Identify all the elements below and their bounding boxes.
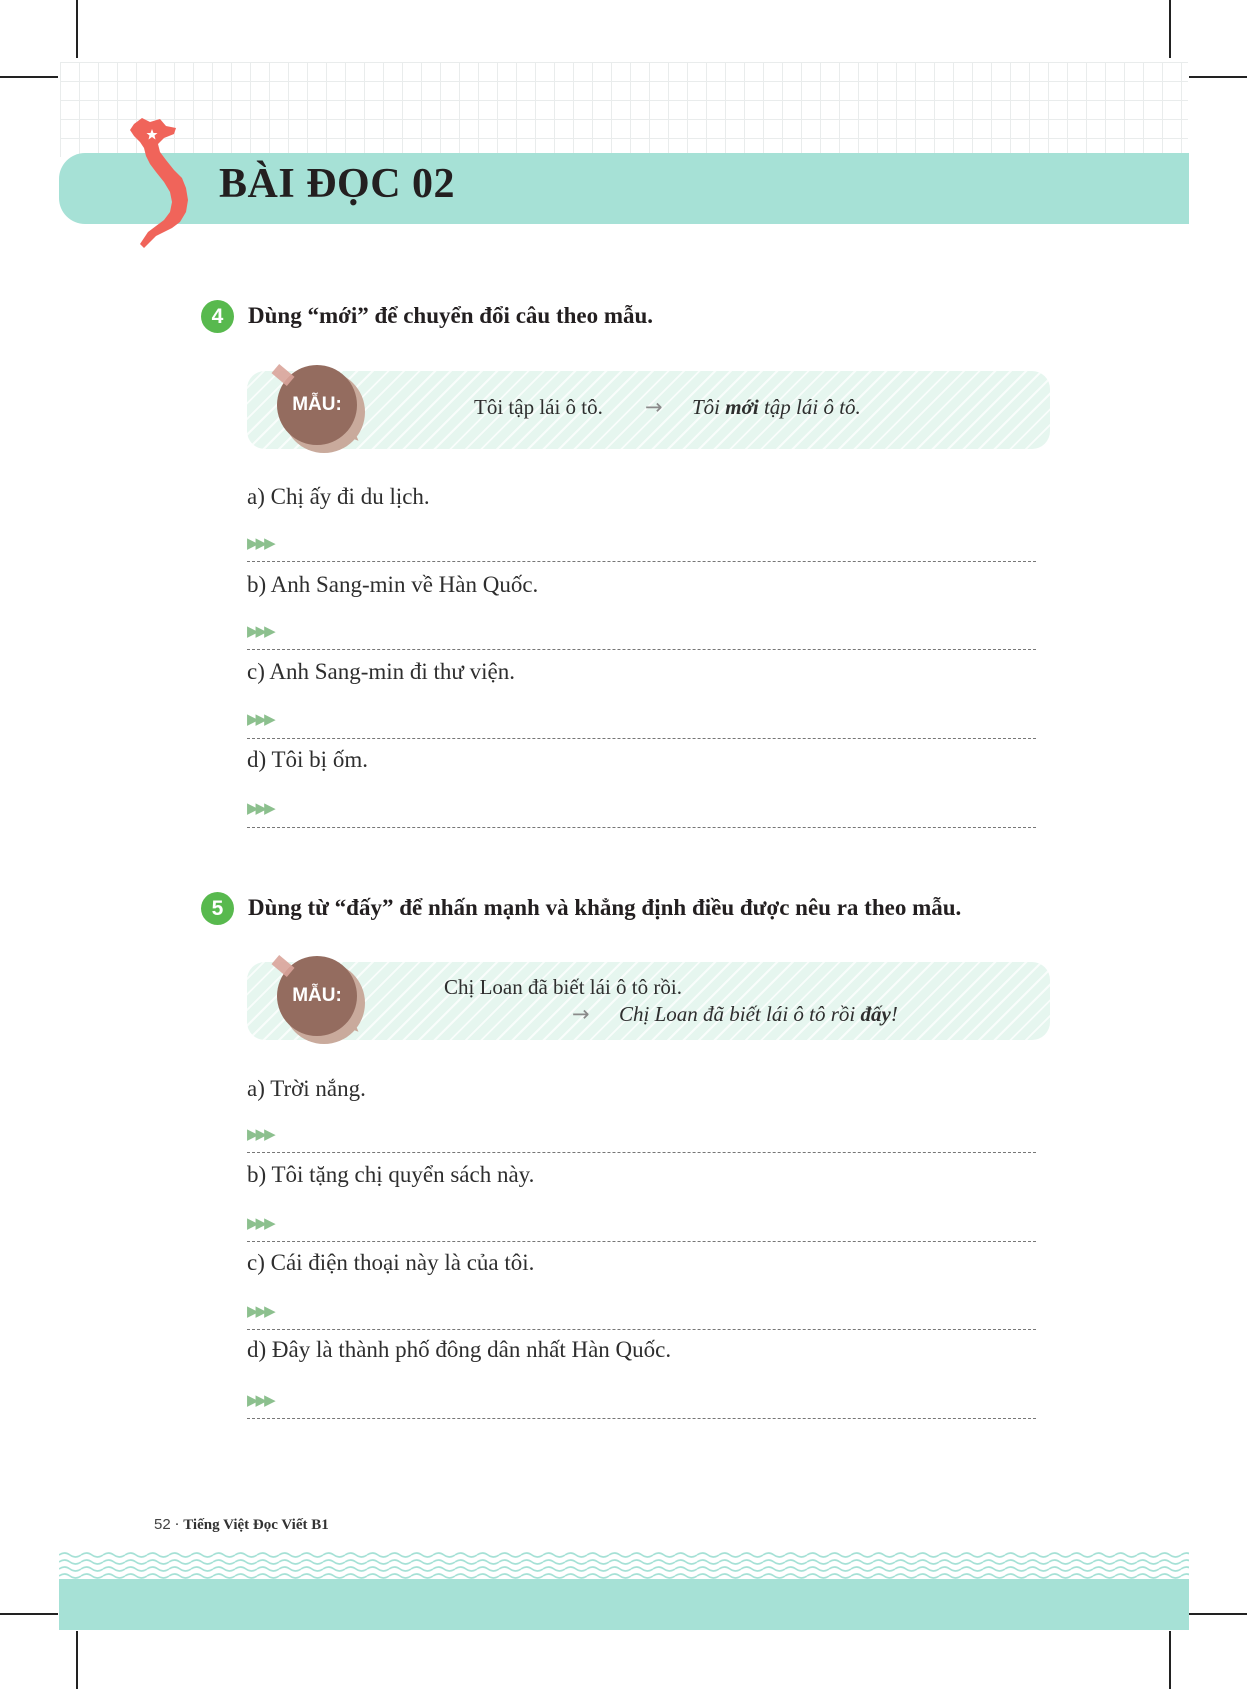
sample-source-sentence: Tôi tập lái ô tô. <box>474 395 603 419</box>
exercise-number-5: 5 <box>201 892 234 925</box>
header-grid-background <box>60 62 1188 157</box>
exercise-number-4: 4 <box>201 300 234 333</box>
answer-marker-icon: ▶▶▶ <box>247 1391 273 1409</box>
crop-mark <box>76 0 78 58</box>
exercise-5-instruction: Dùng từ “đấy” để nhấn mạnh và khẳng định điều được nêu ra theo mẫu. <box>248 895 962 920</box>
answer-line[interactable] <box>247 827 1036 828</box>
crop-mark <box>0 1613 58 1615</box>
arrow-icon: → <box>572 1002 590 1026</box>
exercise-4-item-b: b) Anh Sang-min về Hàn Quốc. <box>247 572 539 597</box>
answer-line[interactable] <box>247 1418 1036 1419</box>
exercise-5-item-d: d) Đây là thành phố đông dân nhất Hàn Quốc. <box>247 1337 672 1362</box>
crop-mark <box>0 76 58 78</box>
answer-line[interactable] <box>247 1152 1036 1153</box>
answer-marker-icon: ▶▶▶ <box>247 1302 273 1320</box>
answer-line[interactable] <box>247 1241 1036 1242</box>
answer-marker-icon: ▶▶▶ <box>247 710 273 728</box>
sample-label: MẪU: <box>277 956 357 1036</box>
sample-badge <box>275 365 371 461</box>
crop-mark <box>76 1631 78 1689</box>
answer-line[interactable] <box>247 649 1036 650</box>
vietnam-map-icon <box>128 116 208 266</box>
answer-line[interactable] <box>247 738 1036 739</box>
book-title: Tiếng Việt Đọc Viết B1 <box>183 1517 329 1533</box>
arrow-icon: → <box>645 395 663 419</box>
sample-label: MẪU: <box>277 365 357 445</box>
answer-line[interactable] <box>247 561 1036 562</box>
exercise-4-item-a: a) Chị ấy đi du lịch. <box>247 484 430 509</box>
crop-mark <box>1189 76 1247 78</box>
sample-source-sentence: Chị Loan đã biết lái ô tô rồi. <box>444 975 682 999</box>
exercise-4-instruction: Dùng “mới” để chuyển đổi câu theo mẫu. <box>248 303 654 328</box>
answer-marker-icon: ▶▶▶ <box>247 1214 273 1232</box>
page-footer: 52 · Tiếng Việt Đọc Viết B1 <box>154 1516 329 1533</box>
answer-line[interactable] <box>247 1329 1036 1330</box>
crop-mark <box>1169 0 1171 58</box>
exercise-4-item-d: d) Tôi bị ốm. <box>247 747 368 772</box>
page-number: 52 <box>154 1516 171 1533</box>
crop-mark <box>1169 1631 1171 1689</box>
sample-badge <box>275 956 371 1052</box>
exercise-5-item-b: b) Tôi tặng chị quyển sách này. <box>247 1162 535 1187</box>
footer-wave-band <box>59 1551 1189 1630</box>
answer-marker-icon: ▶▶▶ <box>247 799 273 817</box>
sample-result-sentence: Tôi mới tập lái ô tô. <box>692 395 861 419</box>
lesson-title: BÀI ĐỌC 02 <box>219 161 456 207</box>
answer-marker-icon: ▶▶▶ <box>247 622 273 640</box>
answer-marker-icon: ▶▶▶ <box>247 534 273 552</box>
crop-mark <box>1189 1613 1247 1615</box>
answer-marker-icon: ▶▶▶ <box>247 1125 273 1143</box>
exercise-5-item-a: a) Trời nắng. <box>247 1076 366 1101</box>
sample-result-sentence: Chị Loan đã biết lái ô tô rồi đấy! <box>619 1002 898 1026</box>
exercise-5-item-c: c) Cái điện thoại này là của tôi. <box>247 1250 535 1275</box>
exercise-4-item-c: c) Anh Sang-min đi thư viện. <box>247 659 515 684</box>
